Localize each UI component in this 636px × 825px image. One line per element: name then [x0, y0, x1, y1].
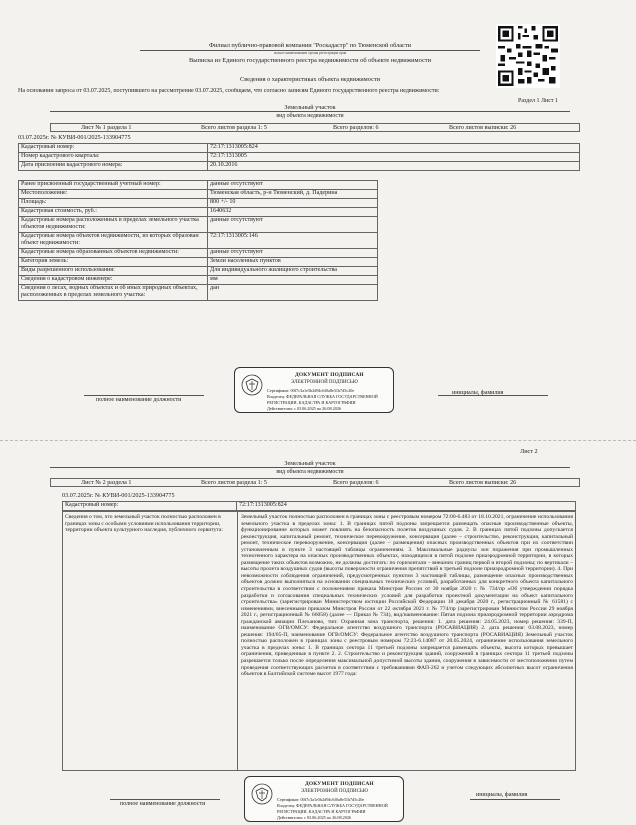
section-count: Всего разделов: 6	[333, 125, 379, 131]
empty-cell	[378, 285, 580, 301]
table-row	[19, 267, 580, 276]
table-row	[19, 144, 580, 153]
land-category-value: Земли населенных пунктов	[208, 258, 378, 267]
empty-cell	[378, 217, 580, 233]
characteristics-table	[18, 180, 580, 301]
field-label: Площадь:	[19, 199, 208, 208]
stamp-line: Владелец: ФЕДЕРАЛЬНАЯ СЛУЖБА ГОСУДАРСТВЕННОЙ	[277, 803, 388, 808]
extract-title: Выписка из Единого государственного реестра недвижимости об объекте недвижимости	[188, 56, 431, 64]
field-label: Кадастровые номера расположенных в пределах земельного участка объектов недвижимости:	[19, 217, 208, 233]
field-label: Сведения о кадастровом инженере:	[19, 276, 208, 285]
zone-restrictions-text: Земельный участок полностью расположен в границах зоны с реестровым номером 72:00-6.483 от 18.10.2021, ограничение использования земельного участка в пределах зоны: 1. В границах пятой подзоны запрещается размещать опасные производственные объекты, функционирование которых может повлиять на безопасность полетов воздушных судов. 2. В границах пятой подзоны допускается реконструкция, капитальный ремонт, техническое перевооружение, консервация (далее – строительство, реконструкция, капитальный ремонт, техническое перевооружение, консервация (далее – размещения) опасных производственных объектов при их соответствии установленным в пункте 3 настоящей таблицы ограничениям. 3. Максимальные радиусы зон поражения при промышленных техногенного характера на опасных производственных объектах, находящихся в пятой подзоне приаэродромной территории, в которых размещение таких объектов возможно, не должны достигать: по горизонтали – внешних границ первой и второй подзоны; по вертикали – высоты пролета воздушных судов (высоты поверхности ограничения препятствий в третьей подзоне приаэродромной территории). 4. При невозможности соблюдения ограничений, предусмотренных пунктом 3 настоящей таблицы, размещение опасных производственных объектов должно выполняться на основании специальных технических условий, разработанных для конкретного объекта капитального строительства в соответствии с положениями приказа Минстроя России от 30 ноября 2020 г. № 734/пр «Об утверждении порядка разработки и согласования специальных технических условий для разработки проектной документации на объект капитального строительства» (зарегистрирован Министерством юстиции Российской Федерации 18 декабря 2020 г., регистрационный № 61581) с изменениями, внесенными приказом Минстроя России от 22 октября 2021 г. № 774/пр (зарегистрирован Минюстом России 29 ноября 2021 г., регистрационный № 66058) (далее — Приказ № 734), вид/наименование: Пятая подзона приаэродромной территории аэродрома гражданской авиации Плеханово, тип: Охранная зона транспорта, решения: 1. дата решения: 24.05.2023, номер решения: 339-П, наименование ОГВ/ОМСУ: Федеральное агентство воздушного транспорта (РОСАВИАЦИЯ) 2. дата решения: 03.08.2023, номер решения: 194/05-П, наименование ОГВ/ОМСУ: Федеральное агентство воздушного транспорта (РОСАВИАЦИЯ) Земельный участок полностью расположен в границах зоны с реестровым номером 72:23-6.14087 от 20.05.2024, ограничение использования земельного участка в пределах зоны: 1. В границах сектора 11 третьей подзоны запрещается размещать объекты, высота которых превышает ограничения, приведенные в пункте 2. 2. Строительство и реконструкция зданий, сооружений в границах сектора 11 третьей подзоны разрешается только после определения максимальной допустимой высоты здания, сооружения в зависимости от местоположения путем проведения соответствующих расчетов в соответствии с требованиями ФАП-262 и учетом следующих абсолютных высот ограничения объектов в Балтийской системе высот 1977 года:	[241, 514, 573, 678]
name-caption: инициалы, фамилия	[452, 390, 504, 396]
table-row	[19, 217, 580, 233]
e-signature-stamp	[244, 776, 404, 822]
coat-of-arms-icon	[251, 783, 273, 805]
qr-code-icon	[496, 24, 560, 88]
field-label: Номер кадастрового квартала:	[19, 153, 208, 162]
total-sheet-count: Всего листов выписки: 26	[449, 480, 517, 486]
field-value: данные отсутствуют	[208, 217, 378, 233]
cadastral-number-value: 72:17:1313005:824	[237, 502, 576, 511]
parent-objects-value: 72:17:1313005:146	[208, 233, 378, 249]
field-label: Виды разрешенного использования:	[19, 267, 208, 276]
quarter-number-value: 72:17:1313005	[208, 153, 580, 162]
stamp-line: РЕГИСТРАЦИИ, КАДАСТРА И КАРТОГРАФИИ	[267, 400, 356, 405]
position-caption: полное наименование должности	[96, 397, 182, 403]
field-label: Кадастровая стоимость, руб.:	[19, 208, 208, 217]
coat-of-arms-icon	[241, 374, 263, 396]
request-basis: На основании запроса от 03.07.2025, поступившего на рассмотрение 03.07.2025, сообщаем, что согласно записям Единого государственного реестра недвижимости:	[18, 88, 440, 94]
sheet-number: Лист № 1 раздела 1	[81, 125, 132, 131]
empty-cell	[378, 208, 580, 217]
main-info-table	[18, 143, 580, 171]
object-type: Земельный участок	[50, 104, 570, 112]
section-sheet-count: Всего листов раздела 1: 5	[201, 480, 267, 486]
table-row	[19, 276, 580, 285]
table-row	[19, 258, 580, 267]
name-caption: инициалы, фамилия	[476, 792, 528, 798]
field-label: Местоположение:	[19, 190, 208, 199]
area-value: 800 +/- 10	[208, 199, 378, 208]
stamp-subtitle: ЭЛЕКТРОННОЙ ПОДПИСЬЮ	[291, 380, 358, 385]
stamp-title: ДОКУМЕНТ ПОДПИСАН	[305, 781, 374, 787]
section-count: Всего разделов: 6	[333, 480, 379, 486]
sheet-bar-1	[50, 123, 580, 132]
sheet-number: Лист № 2 раздела 1	[81, 480, 132, 486]
table-row	[19, 153, 580, 162]
cadastral-table-2	[62, 501, 576, 511]
object-type-2: Земельный участок	[50, 460, 570, 468]
empty-cell	[378, 233, 580, 249]
table-row	[19, 190, 580, 199]
table-row	[63, 502, 576, 511]
field-label: Кадастровый номер:	[63, 502, 237, 511]
field-label: Дата присвоения кадастрового номера:	[19, 162, 208, 171]
empty-cell	[378, 199, 580, 208]
cadastral-number-value: 72:17:1313005:824	[208, 144, 580, 153]
field-label: Категория земель:	[19, 258, 208, 267]
position-caption: полное наименование должности	[120, 801, 206, 807]
registrar-name-caption: полное наименование органа регистрации прав	[273, 50, 347, 55]
signature-line	[84, 395, 204, 396]
column-divider	[237, 512, 238, 771]
field-value: данные отсутствуют	[208, 181, 378, 190]
table-row	[19, 208, 580, 217]
assign-date-value: 20.10.2016	[208, 162, 580, 171]
zone-info-box	[62, 511, 576, 771]
stamp-line: Действителен: с 03.06.2025 по 26.08.2026	[277, 815, 352, 820]
empty-cell	[378, 258, 580, 267]
empty-cell	[378, 181, 580, 190]
field-label: Сведения о лесах, водных объектах и об иных природных объектах, расположенных в пределах земельного участка:	[19, 285, 208, 301]
table-row	[19, 233, 580, 249]
stamp-line: Действителен: с 03.06.2025 по 26.08.2026	[267, 406, 342, 411]
sheet-bar-2	[50, 478, 580, 487]
zone-label: Сведения о том, что земельный участок полностью расположен в границах зоны с особыми условиями использования территории, территории объекта культурного наследия, публичного сервитута:	[65, 514, 223, 534]
stamp-title: ДОКУМЕНТ ПОДПИСАН	[295, 372, 364, 378]
section-title: Сведения о характеристиках объекта недвижимости	[240, 76, 380, 83]
empty-cell	[378, 249, 580, 258]
field-value: данные отсутствуют	[208, 249, 378, 258]
permitted-use-value: Для индивидуального жилищного строительства	[208, 267, 378, 276]
empty-cell	[378, 276, 580, 285]
empty-cell	[378, 190, 580, 199]
field-label: Кадастровые номера образованных объектов недвижимости:	[19, 249, 208, 258]
field-label: Кадастровый номер:	[19, 144, 208, 153]
table-row	[19, 199, 580, 208]
field-label: Кадастровые номера объектов недвижимости, из которых образован объект недвижимости:	[19, 233, 208, 249]
field-label: Ранее присвоенный государственный учетный номер:	[19, 181, 208, 190]
section-label: Раздел 1 Лист 1	[518, 98, 559, 104]
stamp-line: Владелец: ФЕДЕРАЛЬНАЯ СЛУЖБА ГОСУДАРСТВЕННОЙ	[267, 394, 378, 399]
object-type-caption-2: вид объекта недвижимости	[276, 469, 344, 475]
total-sheet-count: Всего листов выписки: 26	[449, 125, 517, 131]
stamp-line: РЕГИСТРАЦИИ, КАДАСТРА И КАРТОГРАФИИ	[277, 809, 366, 814]
empty-cell	[378, 267, 580, 276]
e-signature-stamp	[234, 367, 394, 413]
stamp-line: Сертификат: 00f7c3a1e5b2d94c6f0a8e31b7d5c20e	[267, 388, 355, 393]
page-divider	[0, 440, 636, 441]
stamp-line: Сертификат: 00f7c3a1e5b2d94c6f0a8e31b7d5c20e	[277, 797, 365, 802]
signature-line	[110, 799, 220, 800]
table-row	[19, 285, 580, 301]
extract-date-number-2: 03.07.2025г. № КУВИ-001/2025-133904775	[62, 492, 175, 499]
table-row	[19, 181, 580, 190]
section-sheet-count: Всего листов раздела 1: 5	[201, 125, 267, 131]
field-value: дан	[208, 285, 378, 301]
extract-date-number: 03.07.2025г. № КУВИ-001/2025-133904775	[18, 134, 131, 141]
table-row	[19, 249, 580, 258]
sheet-label-2: Лист 2	[520, 448, 538, 455]
registrar-name: Филиал публично-правовой компании "Роскадастр" по Тюменской области	[140, 42, 480, 51]
object-type-caption: вид объекта недвижимости	[276, 113, 344, 119]
table-row	[19, 162, 580, 171]
location-value: Тюменская область, р-н Тюменский, д. Падерина	[208, 190, 378, 199]
field-value: мм	[208, 276, 378, 285]
stamp-subtitle: ЭЛЕКТРОННОЙ ПОДПИСЬЮ	[301, 789, 368, 794]
cadastral-value: 1640632	[208, 208, 378, 217]
